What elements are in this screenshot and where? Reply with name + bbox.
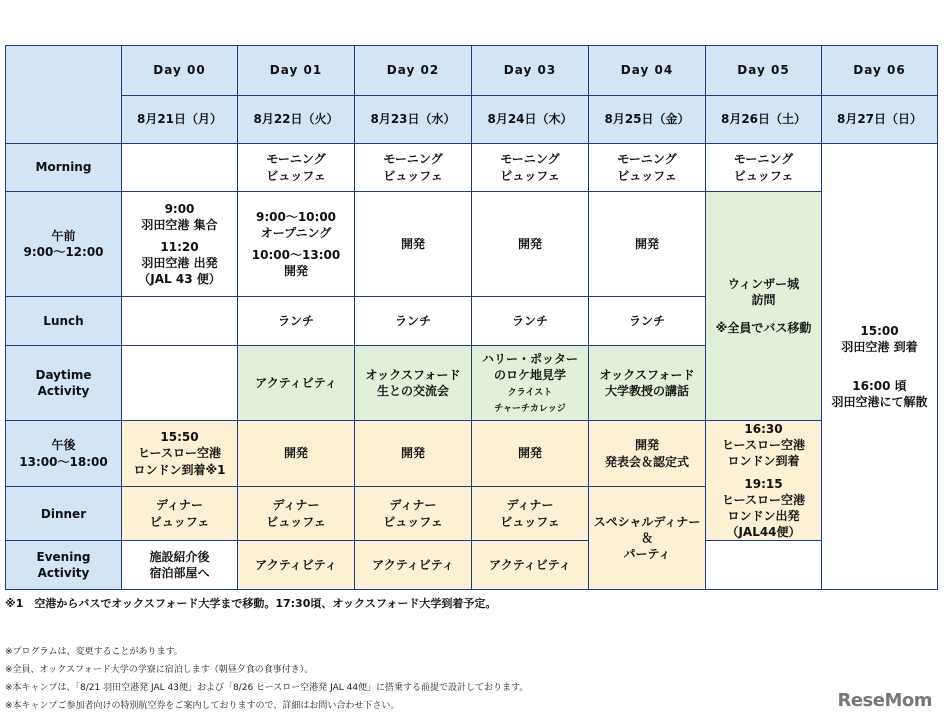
notes	[5, 643, 528, 715]
cell-empty	[122, 297, 238, 346]
day-header: Day 00	[122, 46, 238, 96]
day-header: Day 06	[822, 46, 938, 96]
cell-dinner-d1: ディナー ビュッフェ	[238, 487, 355, 541]
cell-am-d0: 9:00 羽田空港 集合 11:20 羽田空港 出発 （JAL 43 便）	[122, 192, 238, 297]
cell-evening-d2: アクティビティ	[355, 541, 472, 590]
cell-pm-d3: 開発	[472, 421, 589, 487]
date-header: 8月26日（土）	[706, 96, 822, 144]
cell-morning-d4: モーニング ビュッフェ	[589, 144, 706, 192]
cell-empty	[122, 346, 238, 421]
row-label-lunch: Lunch	[6, 297, 122, 346]
day-header: Day 02	[355, 46, 472, 96]
cell-lunch-d1: ランチ	[238, 297, 355, 346]
row-label-morning: Morning	[6, 144, 122, 192]
cell-lunch-d3: ランチ	[472, 297, 589, 346]
cell-daytime-d3: ハリー・ポッター のロケ地見学 クライスト チャーチカレッジ	[472, 346, 589, 421]
cell-am-d4: 開発	[589, 192, 706, 297]
note-item: ※全員、オックスフォード大学の学寮に宿泊します（朝昼夕食の食事付き）。	[5, 665, 314, 675]
footnote-1: ※1 空港からバスでオックスフォード大学まで移動。17:30頃、オックスフォード大学到着予定。	[5, 597, 497, 610]
cell-daytime-d2: オックスフォード 生との交流会	[355, 346, 472, 421]
cell-morning-d3: モーニング ビュッフェ	[472, 144, 589, 192]
cell-lunch-d2: ランチ	[355, 297, 472, 346]
cell-pm-d4: 開発 発表会＆認定式	[589, 421, 706, 487]
note-item: ※本キャンプは、「8/21 羽田空港発 JAL 43便」および「8/26 ヒースロー空港発 JAL 44便」に搭乗する前提で設計しております。	[5, 683, 529, 693]
cell-am-d1: 9:00〜10:00 オープニング 10:00〜13:00 開発	[238, 192, 355, 297]
cell-am-d2: 開発	[355, 192, 472, 297]
row-label-pm: 午後 13:00〜18:00	[6, 421, 122, 487]
cell-empty	[122, 144, 238, 192]
header-corner	[6, 46, 122, 144]
cell-pm-d5: 16:30 ヒースロー空港 ロンドン到着 19:15 ヒースロー空港 ロンドン出発 （JAL44便）	[706, 421, 822, 541]
cell-dinner-d0: ディナー ビュッフェ	[122, 487, 238, 541]
cell-am-d3: 開発	[472, 192, 589, 297]
day-header: Day 01	[238, 46, 355, 96]
row-label-dinner: Dinner	[6, 487, 122, 541]
day-header: Day 05	[706, 46, 822, 96]
day-header: Day 04	[589, 46, 706, 96]
note-item: ※本キャンプご参加者向けの特別航空券をご案内しておりますので、詳細はお問い合わせ下さい。	[5, 701, 400, 711]
date-header: 8月25日（金）	[589, 96, 706, 144]
cell-pm-d2: 開発	[355, 421, 472, 487]
row-label-daytime: Daytime Activity	[6, 346, 122, 421]
cell-dinner-d2: ディナー ビュッフェ	[355, 487, 472, 541]
cell-am-d5: ウィンザー城 訪問 ※全員でバス移動	[706, 192, 822, 421]
resemom-logo: ReseMom	[837, 690, 932, 711]
note-item: ※プログラムは、変更することがあります。	[5, 647, 183, 657]
date-header: 8月27日（日）	[822, 96, 938, 144]
date-header: 8月21日（月）	[122, 96, 238, 144]
cell-pm-d1: 開発	[238, 421, 355, 487]
cell-day06: 15:00 羽田空港 到着 16:00 頃 羽田空港にて解散	[822, 144, 938, 590]
schedule-table	[5, 45, 938, 590]
cell-lunch-d4: ランチ	[589, 297, 706, 346]
cell-morning-d5: モーニング ビュッフェ	[706, 144, 822, 192]
date-header: 8月23日（水）	[355, 96, 472, 144]
cell-evening-d0: 施設紹介後 宿泊部屋へ	[122, 541, 238, 590]
cell-pm-d0: 15:50 ヒースロー空港 ロンドン到着※1	[122, 421, 238, 487]
row-label-evening: Evening Activity	[6, 541, 122, 590]
cell-morning-d2: モーニング ビュッフェ	[355, 144, 472, 192]
day-header: Day 03	[472, 46, 589, 96]
date-header: 8月24日（木）	[472, 96, 589, 144]
date-header: 8月22日（火）	[238, 96, 355, 144]
cell-dinner-d3: ディナー ビュッフェ	[472, 487, 589, 541]
cell-daytime-d1: アクティビティ	[238, 346, 355, 421]
cell-dinner-d4: スペシャルディナー ＆ パーティ	[589, 487, 706, 590]
cell-evening-d1: アクティビティ	[238, 541, 355, 590]
cell-empty	[706, 541, 822, 590]
row-label-am: 午前 9:00〜12:00	[6, 192, 122, 297]
cell-daytime-d4: オックスフォード 大学教授の講話	[589, 346, 706, 421]
cell-evening-d3: アクティビティ	[472, 541, 589, 590]
cell-morning-d1: モーニング ビュッフェ	[238, 144, 355, 192]
